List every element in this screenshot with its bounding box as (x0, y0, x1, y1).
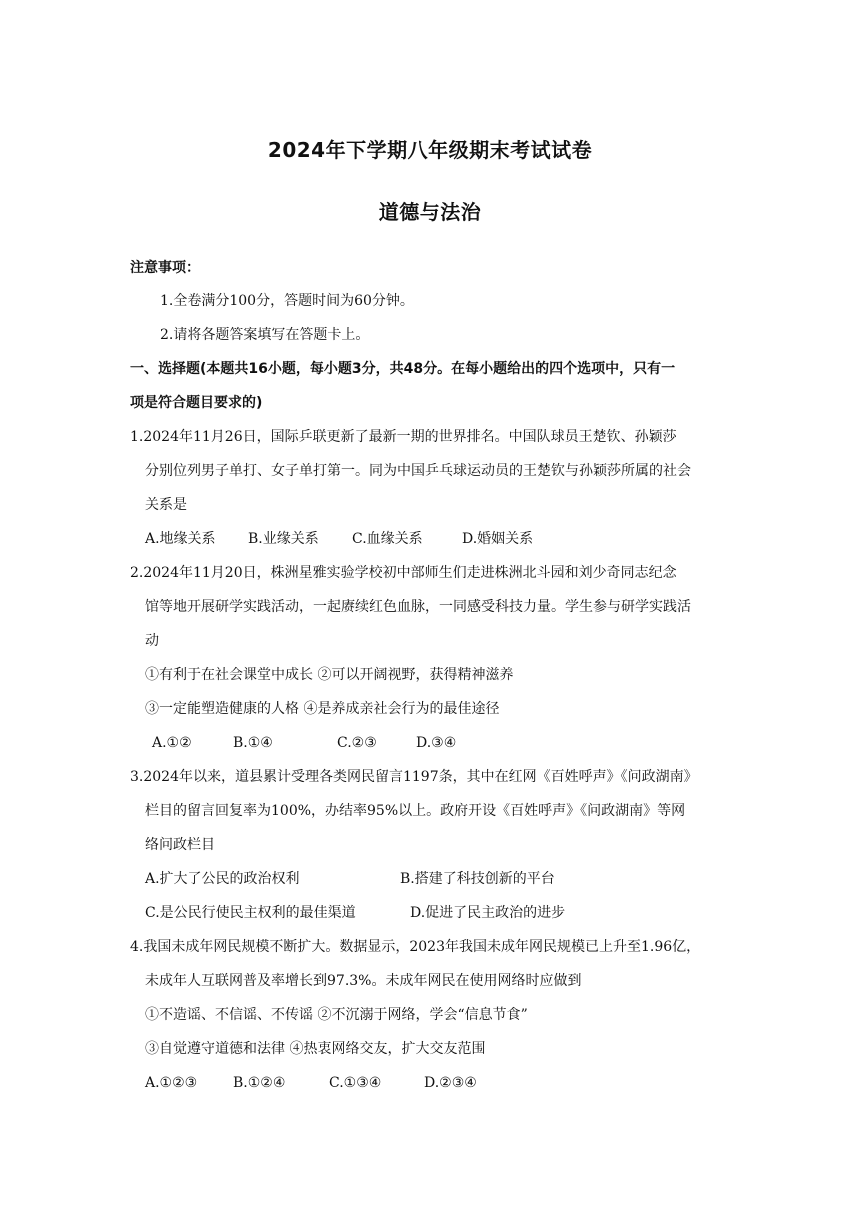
question-text: 动 (145, 633, 159, 649)
option-b: B.业缘关系 (248, 531, 319, 547)
option-d: D.婚姻关系 (462, 531, 534, 547)
option-a: A.①② (152, 735, 192, 751)
statement-row: ①有利于在社会课堂中成长 ②可以开阔视野，获得精神滋养 (145, 667, 514, 683)
option-a: A.①②③ (145, 1075, 198, 1091)
option-a: A.扩大了公民的政治权利 (145, 871, 300, 887)
question-text: 2.2024年11月20日，株洲星雅实验学校初中部师生们走进株洲北斗园和刘少奇同志纪念 (130, 565, 677, 581)
question-text: 未成年人互联网普及率增长到97.3%。未成年网民在使用网络时应做到 (145, 973, 582, 989)
option-a: A.地缘关系 (145, 531, 216, 547)
option-c: C.②③ (337, 735, 377, 751)
option-b: B.搭建了科技创新的平台 (400, 871, 555, 887)
question-text: 络问政栏目 (145, 837, 215, 853)
question-text: 3.2024年以来，道县累计受理各类网民留言1197条，其中在红网《百姓呼声》《问政湖南》 (130, 769, 698, 785)
section-heading: 项是符合题目要求的) (130, 395, 263, 411)
option-b: B.①②④ (233, 1075, 286, 1091)
exam-title: 2024年下学期八年级期末考试试卷 (267, 138, 593, 162)
option-d: D.促进了民主政治的进步 (410, 905, 566, 921)
statement-row: ③自觉遵守道德和法律 ④热衷网络交友，扩大交友范围 (145, 1041, 486, 1057)
question-text: 分别位列男子单打、女子单打第一。同为中国乒乓球运动员的王楚钦与孙颖莎所属的社会 (145, 463, 691, 479)
statement-row: ①不造谣、不信谣、不传谣 ②不沉溺于网络，学会“信息节食” (145, 1007, 528, 1023)
option-c: C.血缘关系 (352, 531, 423, 547)
question-text: 1.2024年11月26日，国际乒联更新了最新一期的世界排名。中国队球员王楚钦、孙颖莎 (130, 429, 677, 445)
question-text: 栏目的留言回复率为100%，办结率95%以上。政府开设《百姓呼声》《问政湖南》等网 (145, 803, 686, 819)
exam-subject: 道德与法治 (378, 200, 482, 224)
notice-item: 2.请将各题答案填写在答题卡上。 (160, 327, 370, 343)
notice-heading: 注意事项： (130, 260, 200, 276)
option-c: C.①③④ (329, 1075, 382, 1091)
question-text: 4.我国未成年网民规模不断扩大。数据显示，2023年我国未成年网民规模已上升至1.96亿， (130, 939, 701, 955)
section-heading: 一、选择题(本题共16小题，每小题3分，共48分。在每小题给出的四个选项中，只有一 (130, 361, 676, 377)
option-b: B.①④ (233, 735, 273, 751)
question-text: 馆等地开展研学实践活动，一起赓续红色血脉，一同感受科技力量。学生参与研学实践活 (145, 599, 691, 615)
statement-row: ③一定能塑造健康的人格 ④是养成亲社会行为的最佳途径 (145, 701, 500, 717)
notice-item: 1.全卷满分100分，答题时间为60分钟。 (160, 293, 414, 309)
option-d: D.③④ (416, 735, 457, 751)
option-c: C.是公民行使民主权利的最佳渠道 (145, 905, 356, 921)
question-text: 关系是 (145, 497, 187, 513)
option-d: D.②③④ (424, 1075, 477, 1091)
